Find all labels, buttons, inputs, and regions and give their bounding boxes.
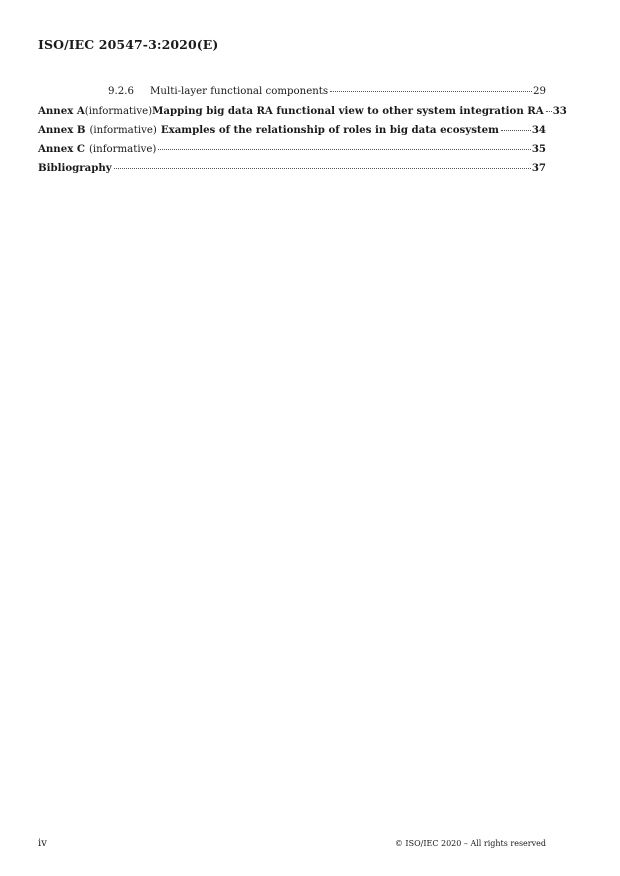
bibliography-title: Bibliography [38, 162, 112, 174]
toc-entry-bibliography[interactable] [38, 162, 546, 181]
annex-title: Examples of the relationship of roles in big data ecosystem [160, 124, 499, 136]
annex-type: (informative) [89, 125, 157, 136]
toc-leader-dots [546, 111, 552, 112]
toc-entry-page: 35 [531, 143, 546, 155]
annex-label: Annex C [38, 143, 85, 155]
copyright-notice: © ISO/IEC 2020 – All rights reserved [394, 839, 546, 848]
toc-entry-annex-c[interactable] [38, 143, 546, 162]
annex-title: Mapping big data RA functional view to other system integration RA [152, 105, 544, 117]
toc-entry-page: 37 [531, 162, 546, 174]
table-of-contents [38, 86, 567, 181]
toc-entry-page: 34 [531, 124, 546, 136]
annex-type: (informative) [84, 106, 153, 117]
running-header: ISO/IEC 20547-3:2020(E) [38, 37, 219, 52]
toc-entry-number: 9.2.6 [108, 86, 134, 97]
toc-entry-title: Multi-layer functional components [150, 86, 329, 97]
toc-entry-page: 29 [533, 86, 546, 97]
toc-entry-annex-b[interactable] [38, 124, 546, 143]
toc-leader-dots [114, 168, 531, 169]
annex-type: (informative) [88, 144, 157, 155]
annex-label: Annex A [38, 105, 85, 117]
toc-leader-dots [330, 91, 532, 92]
toc-entry-annex-a[interactable] [38, 105, 567, 124]
annex-label: Annex B [38, 124, 86, 136]
toc-leader-dots [158, 149, 530, 150]
toc-leader-dots [501, 130, 531, 131]
toc-entry-page: 33 [552, 105, 567, 117]
page-number: iv [38, 838, 47, 849]
toc-entry-9-2-6[interactable] [38, 86, 546, 105]
